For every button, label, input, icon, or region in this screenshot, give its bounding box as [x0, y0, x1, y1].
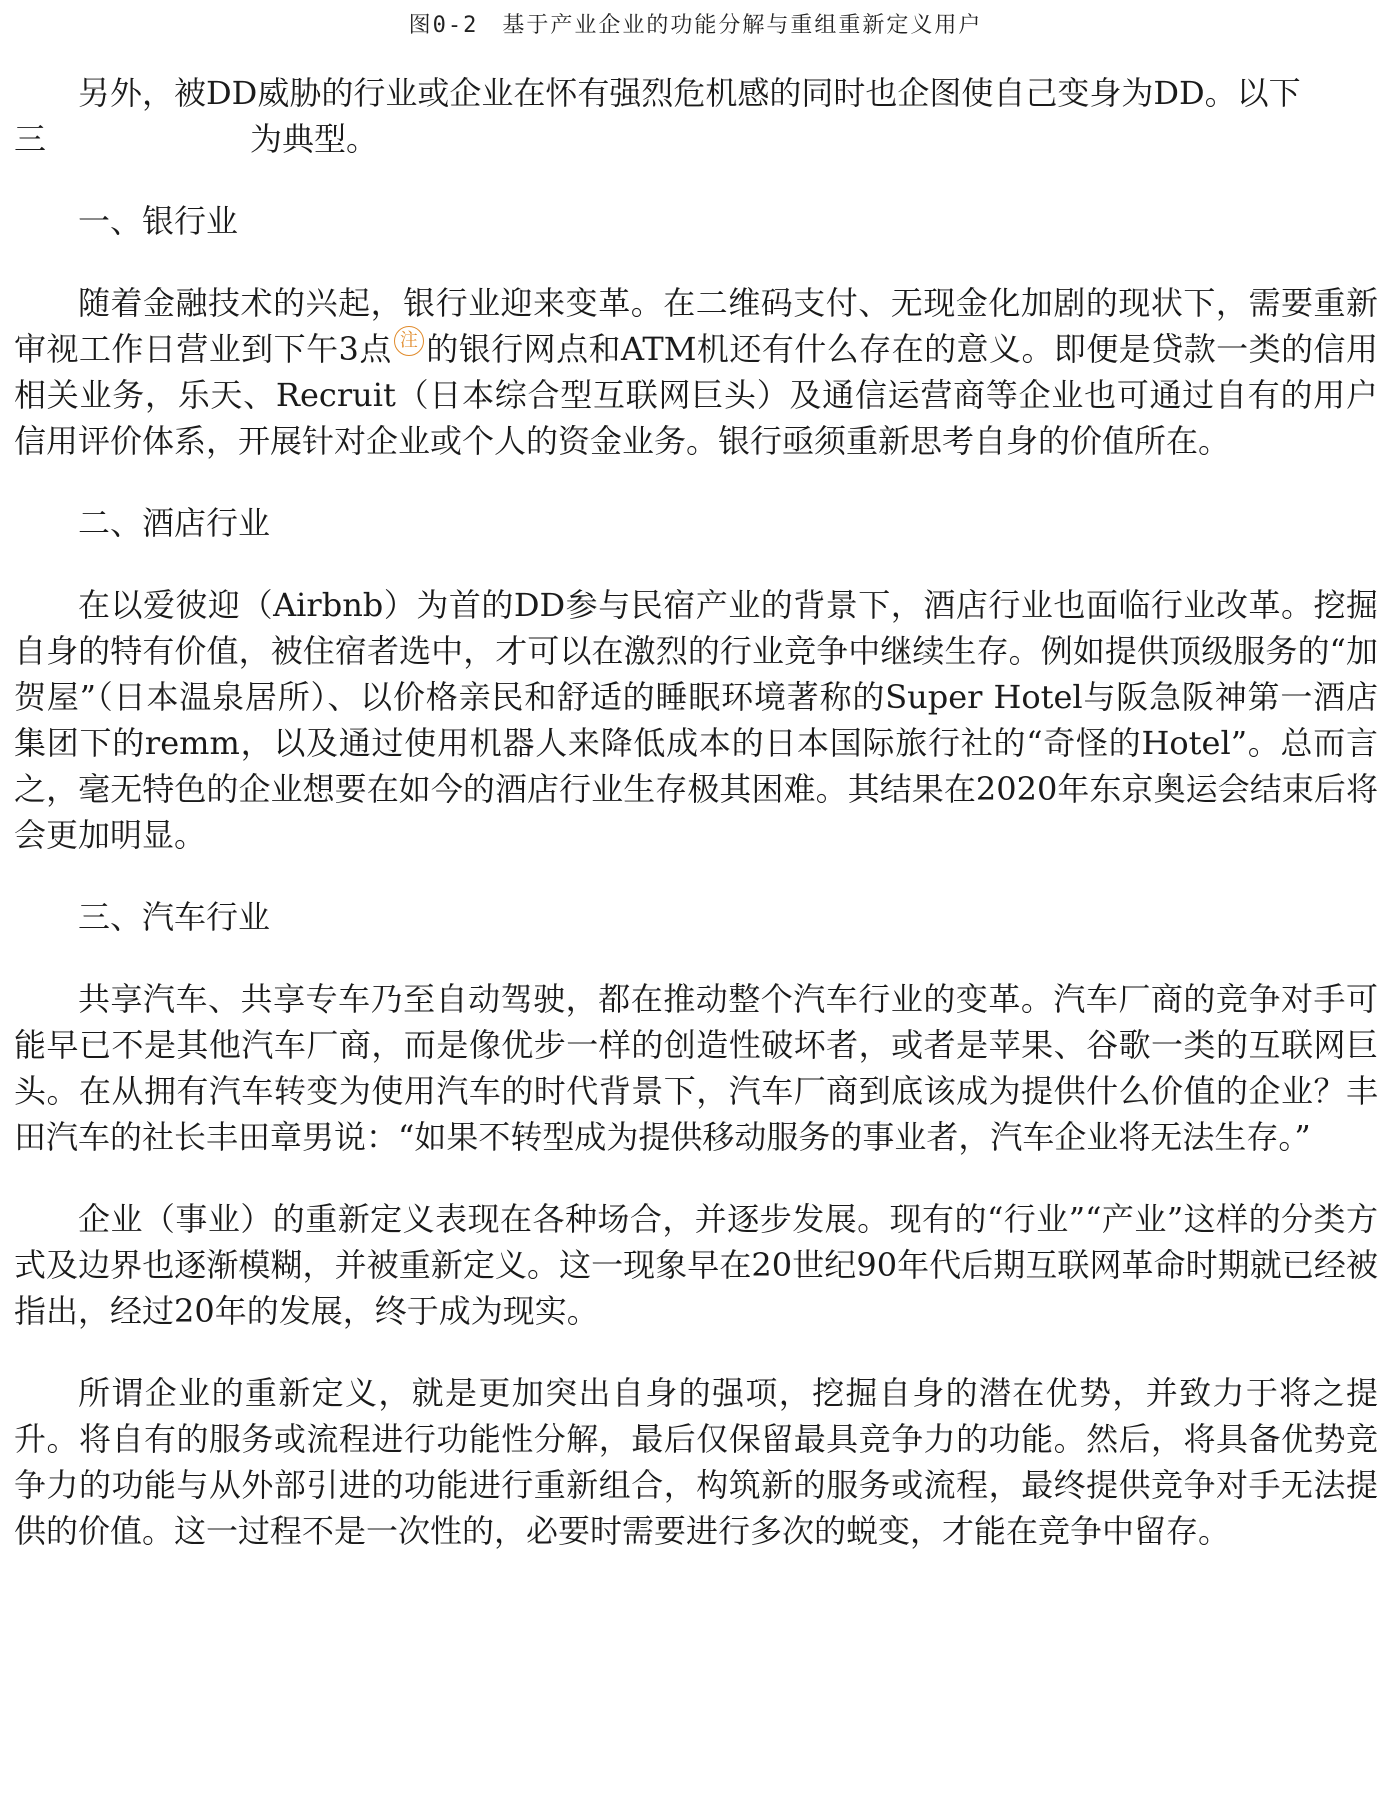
body-text — [14, 70, 1378, 1554]
intro-prefix: 三 — [14, 120, 47, 158]
footnote-marker-icon[interactable]: 注 — [394, 326, 424, 356]
section-heading-banking: 一、银行业 — [78, 202, 239, 240]
section-heading-hotel: 二、酒店行业 — [78, 504, 271, 542]
intro-suffix: 为典型。 — [250, 120, 379, 158]
paragraph-banking-part1: 随着金融技术的兴起，银行业迎来变革。在二维码支付、无现金化加剧的现状下，需要重新审视工作日营业到下午3点 — [14, 284, 1378, 368]
figure-caption: 图0-2 基于产业企业的功能分解与重组重新定义用户 — [408, 13, 983, 38]
paragraph-automotive: 共享汽车、共享专车乃至自动驾驶，都在推动整个汽车行业的变革。汽车厂商的竞争对手可能早已不是其他汽车厂商，而是像优步一样的创造性破坏者，或者是苹果、谷歌一类的互联网巨头。在从拥有汽车转变为使用汽车的时代背景下，汽车厂商到底该成为提供什么价值的企业？丰田汽车的社长丰田章男说：“如果不转型成为提供移动服务的事业者，汽车企业将无法生存。” — [14, 980, 1378, 1156]
intro-paragraph-line2 — [14, 116, 1378, 162]
intro-paragraph-line1: 另外，被DD威胁的行业或企业在怀有强烈危机感的同时也企图使自己变身为DD。以下 — [78, 74, 1301, 112]
paragraph-hotel: 在以爱彼迎（Airbnb）为首的DD参与民宿产业的背景下，酒店行业也面临行业改革。挖掘自身的特有价值，被住宿者选中，才可以在激烈的行业竞争中继续生存。例如提供顶级服务的“加贺屋”（日本温泉居所）、以价格亲民和舒适的睡眠环境著称的Super Hotel与阪急阪神第一酒店集团下的remm，以及通过使用机器人来降低成本的日本国际旅行社的“奇怪的Hotel”。总而言之，毫无特色的企业想要在如今的酒店行业生存极其困难。其结果在2020年东京奥运会结束后将会更加明显。 — [14, 586, 1378, 854]
paragraph-redefinition: 企业（事业）的重新定义表现在各种场合，并逐步发展。现有的“行业”“产业”这样的分类方式及边界也逐渐模糊，并被重新定义。这一现象早在20世纪90年代后期互联网革命时期就已经被指出，经过20年的发展，终于成为现实。 — [14, 1200, 1378, 1330]
paragraph-conclusion: 所谓企业的重新定义，就是更加突出自身的强项，挖掘自身的潜在优势，并致力于将之提升。将自有的服务或流程进行功能性分解，最后仅保留最具竞争力的功能。然后，将具备优势竞争力的功能与从外部引进的功能进行重新组合，构筑新的服务或流程，最终提供竞争对手无法提供的价值。这一过程不是一次性的，必要时需要进行多次的蜕变，才能在竞争中留存。 — [14, 1374, 1378, 1550]
paragraph-banking — [14, 280, 1378, 464]
section-heading-automotive: 三、汽车行业 — [78, 898, 271, 936]
paragraph-banking-part2: 的银行网点和ATM机还有什么存在的意义。即便是贷款一类的信用相关业务，乐天、Recruit（日本综合型互联网巨头）及通信运营商等企业也可通过自有的用户信用评价体系，开展针对企业或个人的资金业务。银行亟须重新思考自身的价值所在。 — [14, 330, 1378, 460]
